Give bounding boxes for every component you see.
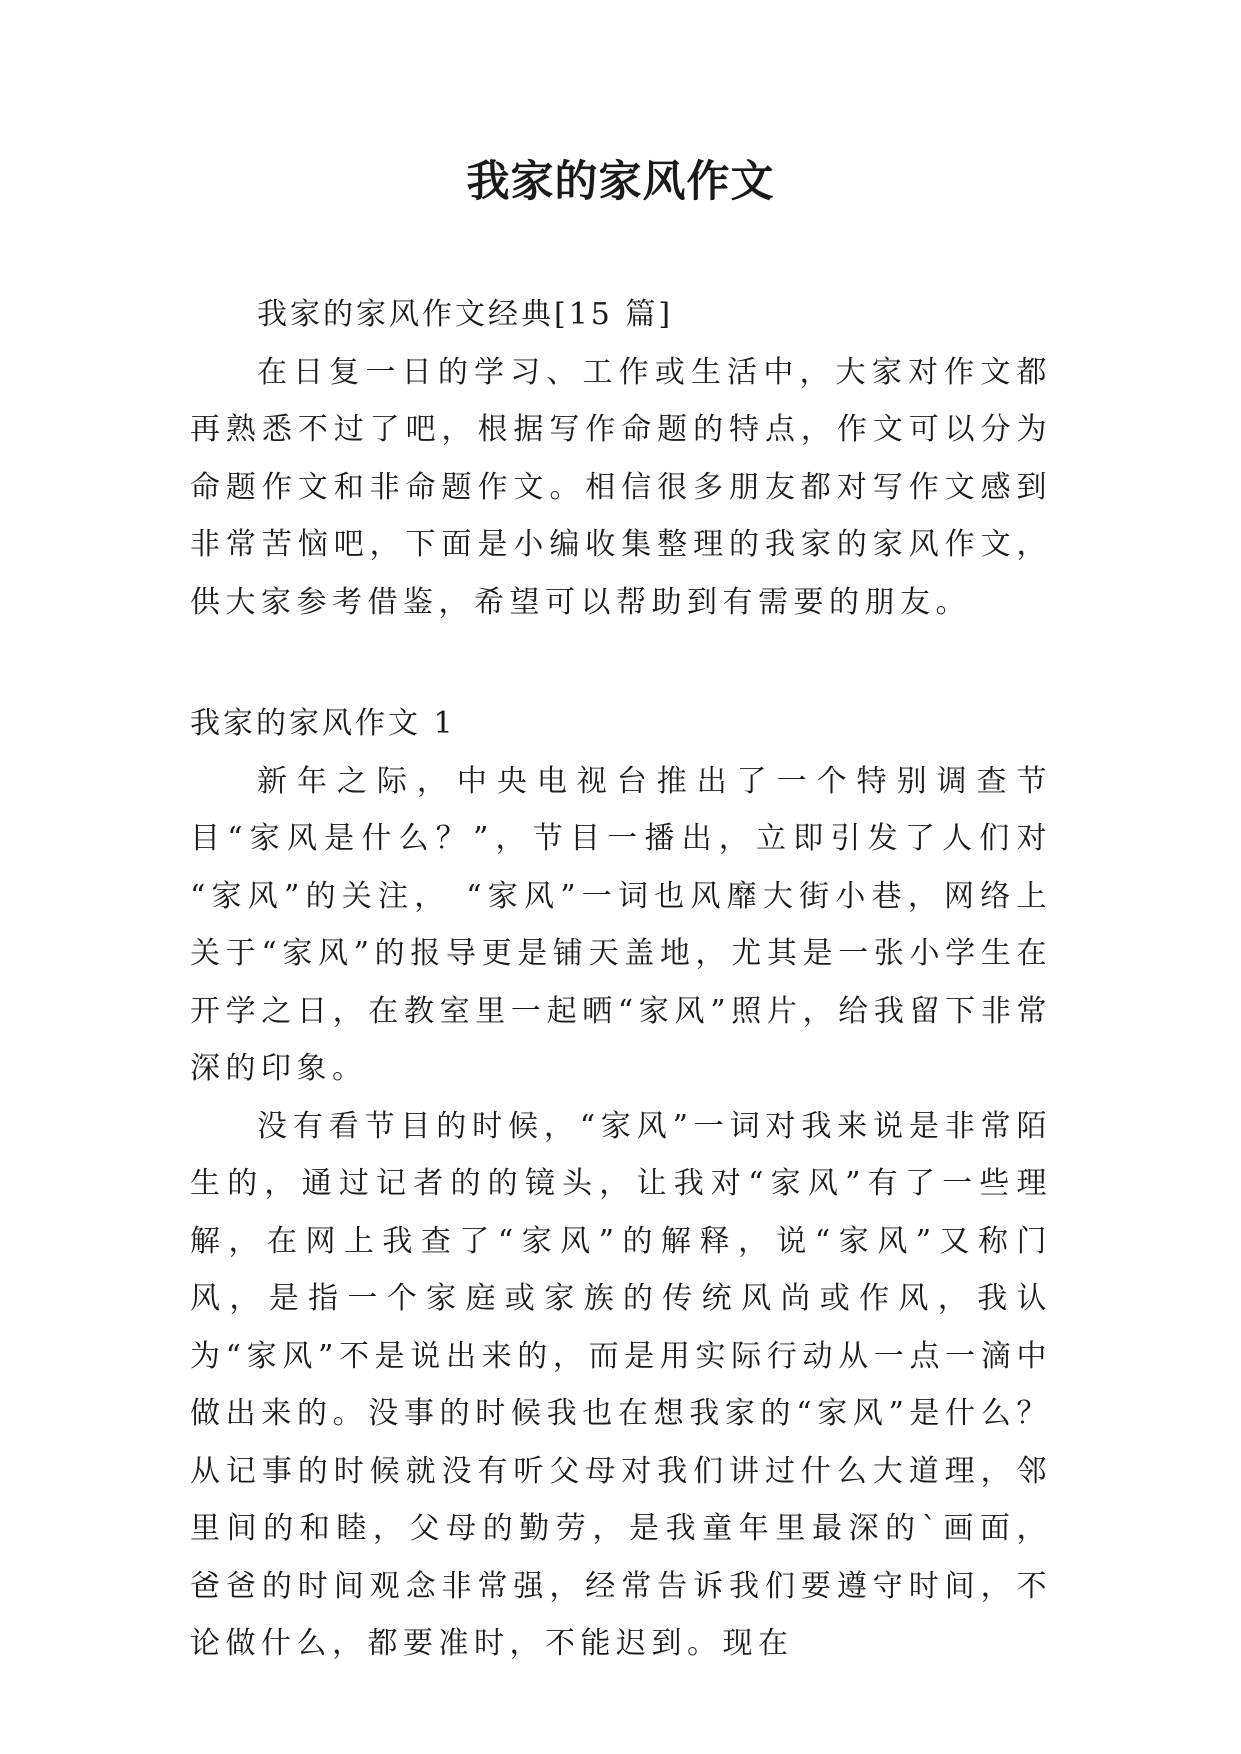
- intro-paragraph: 在日复一日的学习、工作或生活中，大家对作文都再熟悉不过了吧，根据写作命题的特点，作文可以分为命题作文和非命题作文。相信很多朋友都对写作文感到非常苦恼吧，下面是小编收集整理的我家的家风作文，供大家参考借鉴，希望可以帮助到有需要的朋友。: [190, 354, 1052, 620]
- page-title: 我家的家风作文: [466, 157, 775, 207]
- essay-heading: 我家的家风作文 1: [190, 706, 456, 741]
- essay-paragraph: 新年之际，中央电视台推出了一个特别调查节目“家风是什么？”，节目一播出，立即引发了人们对 “家风”的关注， “家风”一词也风靡大街小巷，网络上关于“家风”的报导更是铺天盖地，尤其是一张小学生在开学之日，在教室里一起晒“家风”照片，给我留下非常深的印象。: [190, 763, 1052, 1086]
- intro-heading: 我家的家风作文经典[15 篇]: [257, 297, 674, 332]
- essay-paragraph: 没有看节目的时候，“家风”一词对我来说是非常陌生的，通过记者的的镜头，让我对“家风”有了一些理解，在网上我查了“家风”的解释，说“家风”又称门风，是指一个家庭或家族的传统风尚或作风，我认为“家风”不是说出来的，而是用实际行动从一点一滴中做出来的。没事的时候我也在想我家的“家风”是什么？从记事的时候就没有听父母对我们讲过什么大道理，邻里间的和睦，父母的勤劳，是我童年里最深的`画面，爸爸的时间观念非常强，经常告诉我们要遵守时间，不论做什么，都要准时，不能迟到。现在: [190, 1108, 1052, 1661]
- intro-section: [190, 286, 1052, 631]
- essay-section: [190, 695, 1052, 1673]
